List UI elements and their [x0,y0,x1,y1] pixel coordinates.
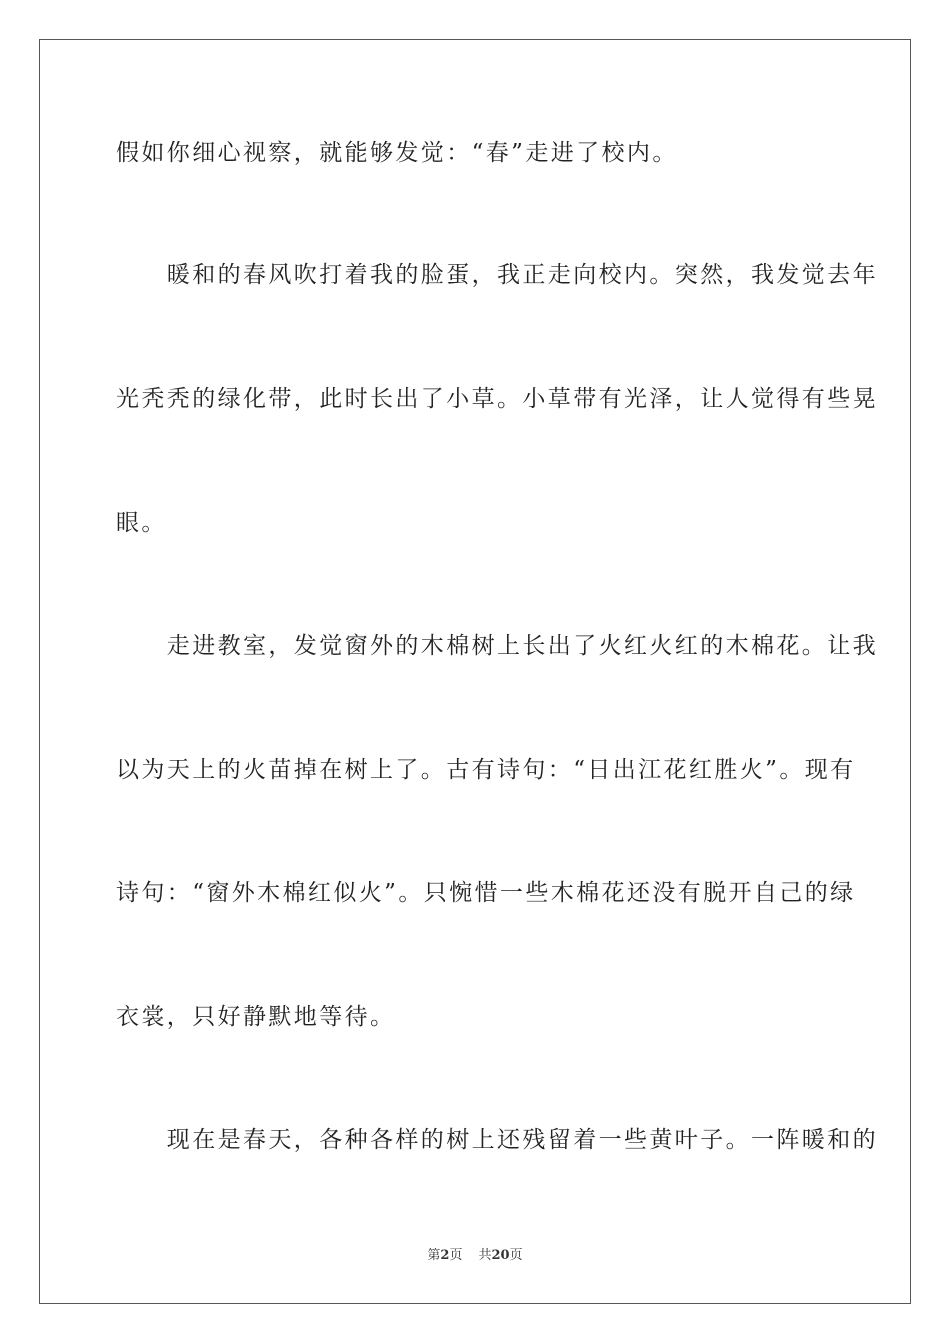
text-line-8: 衣裳，只好静默地等待。 [116,1004,396,1030]
text-line-5: 走进教室，发觉窗外的木棉树上长出了火红火红的木棉花。让我 [116,633,878,659]
page-border [39,39,911,1304]
text-line-7: 诗句：“窗外木棉红似火”。只惋惜一些木棉花还没有脱开自己的绿 [116,880,856,906]
page-prefix: 第 [427,1248,441,1263]
page-number: 2 [440,1248,450,1263]
total-pages: 20 [491,1248,510,1263]
text-line-2: 暖和的春风吹打着我的脸蛋，我正走向校内。突然，我发觉去年 [116,262,878,288]
total-prefix: 共 [478,1248,492,1263]
text-line-3: 光秃秃的绿化带，此时长出了小草。小草带有光泽，让人觉得有些晃 [116,386,878,412]
text-line-4: 眼。 [116,510,167,536]
total-suffix: 页 [509,1248,523,1263]
text-line-9: 现在是春天，各种各样的树上还残留着一些黄叶子。一阵暖和的 [116,1127,878,1153]
page-footer [0,1247,950,1265]
page-suffix: 页 [449,1248,463,1263]
text-line-1: 假如你细心视察，就能够发觉：“春”走进了校内。 [116,140,678,166]
text-line-6: 以为天上的火苗掉在树上了。古有诗句：“日出江花红胜火”。现有 [116,757,856,783]
